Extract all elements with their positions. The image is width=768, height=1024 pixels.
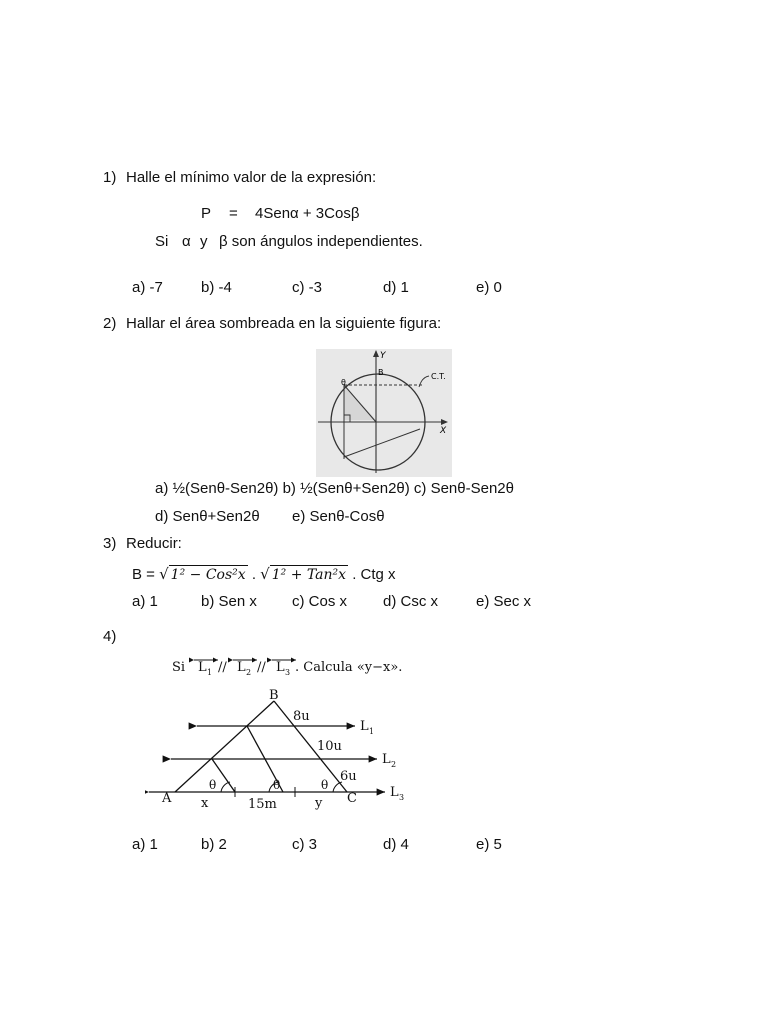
side-8u-label: 8u [293, 709, 310, 724]
q1-cond-si: Si [155, 233, 169, 250]
label-ct: C.T. [431, 372, 446, 381]
q2-option-d: d) Senθ+Sen2θ [155, 508, 260, 525]
q4-figure-header [172, 660, 402, 677]
q3-option-d: d) Csc x [383, 593, 439, 610]
label-theta: θ [341, 378, 346, 387]
q1-option-c: c) -3 [292, 279, 322, 296]
base-y-label: y [315, 796, 323, 811]
q4-option-d: d) 4 [383, 836, 409, 853]
theta-label-2: θ [273, 778, 281, 792]
header-l3: L [276, 660, 285, 675]
label-b: B [378, 368, 384, 377]
base-15m-label: 15m [248, 797, 277, 812]
q1-cond-rest: β son ángulos independientes. [219, 233, 423, 250]
sqrt-icon: √ [159, 565, 169, 583]
header-tail: . Calcula «y−x». [295, 660, 403, 675]
header-sep-2: // [257, 660, 266, 675]
q1-option-b: b) -4 [201, 279, 232, 296]
header-l1-sub: 1 [207, 668, 213, 677]
q4-option-a: a) 1 [132, 836, 158, 853]
q2-option-e: e) Senθ-Cosθ [292, 508, 385, 525]
q2-options-line1: a) ½(Senθ-Sen2θ) b) ½(Senθ+Sen2θ) c) Senθ-Sen2θ [155, 480, 514, 497]
figure-background [316, 349, 452, 477]
q3-radical-2 [260, 565, 348, 583]
q3-stem: Reducir: [126, 535, 182, 552]
header-l3-sub: 3 [285, 668, 291, 677]
sqrt-icon: √ [260, 565, 270, 583]
q4-option-e: e) 5 [476, 836, 502, 853]
q2-number: 2) [103, 315, 117, 332]
q3-option-e: e) Sec x [476, 593, 532, 610]
header-si: Si [172, 660, 186, 675]
theta-label-3: θ [321, 778, 329, 792]
q1-expr-eq: = [229, 205, 238, 222]
q1-cond-alpha: α [182, 233, 191, 250]
side-6u-label: 6u [340, 769, 357, 784]
vertex-c-label: C [347, 791, 357, 806]
parallel-lines-figure [145, 651, 415, 819]
q2-stem: Hallar el área sombreada en la siguiente figura: [126, 315, 442, 332]
q3-radicand-2: 1² + Tan²x [271, 567, 347, 583]
l1-sub: 1 [369, 727, 375, 736]
header-l1: L [198, 660, 207, 675]
q1-option-d: d) 1 [383, 279, 409, 296]
vertex-a-label: A [162, 791, 172, 806]
base-x-label: x [201, 796, 209, 811]
q3-option-a: a) 1 [132, 593, 158, 610]
l2-label: L [382, 752, 391, 767]
q3-radicand-1: 1² − Cos²x [170, 567, 246, 583]
q1-expr-rhs: 4Senα + 3Cosβ [255, 205, 360, 222]
q4-option-c: c) 3 [292, 836, 318, 853]
q1-expr-lhs: P [201, 205, 212, 222]
l3-label: L [390, 785, 399, 800]
header-sep-1: // [218, 660, 227, 675]
vertex-b-label: B [269, 688, 279, 703]
q3-expression [132, 565, 396, 583]
q4-number: 4) [103, 628, 117, 645]
header-l2-sub: 2 [246, 668, 252, 677]
q1-stem: Halle el mínimo valor de la expresión: [126, 169, 377, 186]
l2-sub: 2 [391, 760, 397, 769]
q1-option-e: e) 0 [476, 279, 502, 296]
l1-label: L [360, 719, 369, 734]
l3-sub: 3 [399, 793, 405, 802]
q1-cond-y: y [200, 233, 208, 250]
q3-radical-1 [159, 565, 248, 583]
q3-option-b: b) Sen x [201, 593, 257, 610]
q3-dot: . [251, 566, 261, 583]
q3-option-c: c) Cos x [292, 593, 348, 610]
q1-number: 1) [103, 169, 117, 186]
label-x: X [440, 426, 447, 436]
label-y: Y [380, 351, 386, 361]
side-ab [175, 701, 274, 792]
q3-b-eq: B = [132, 566, 160, 583]
q3-number: 3) [103, 535, 117, 552]
theta-label-1: θ [209, 778, 217, 792]
trig-circle-figure [316, 349, 452, 477]
side-10u-label: 10u [317, 739, 342, 754]
q3-tail: . Ctg x [352, 566, 396, 583]
q4-option-b: b) 2 [201, 836, 227, 853]
q1-option-a: a) -7 [132, 279, 163, 296]
header-l2: L [237, 660, 246, 675]
